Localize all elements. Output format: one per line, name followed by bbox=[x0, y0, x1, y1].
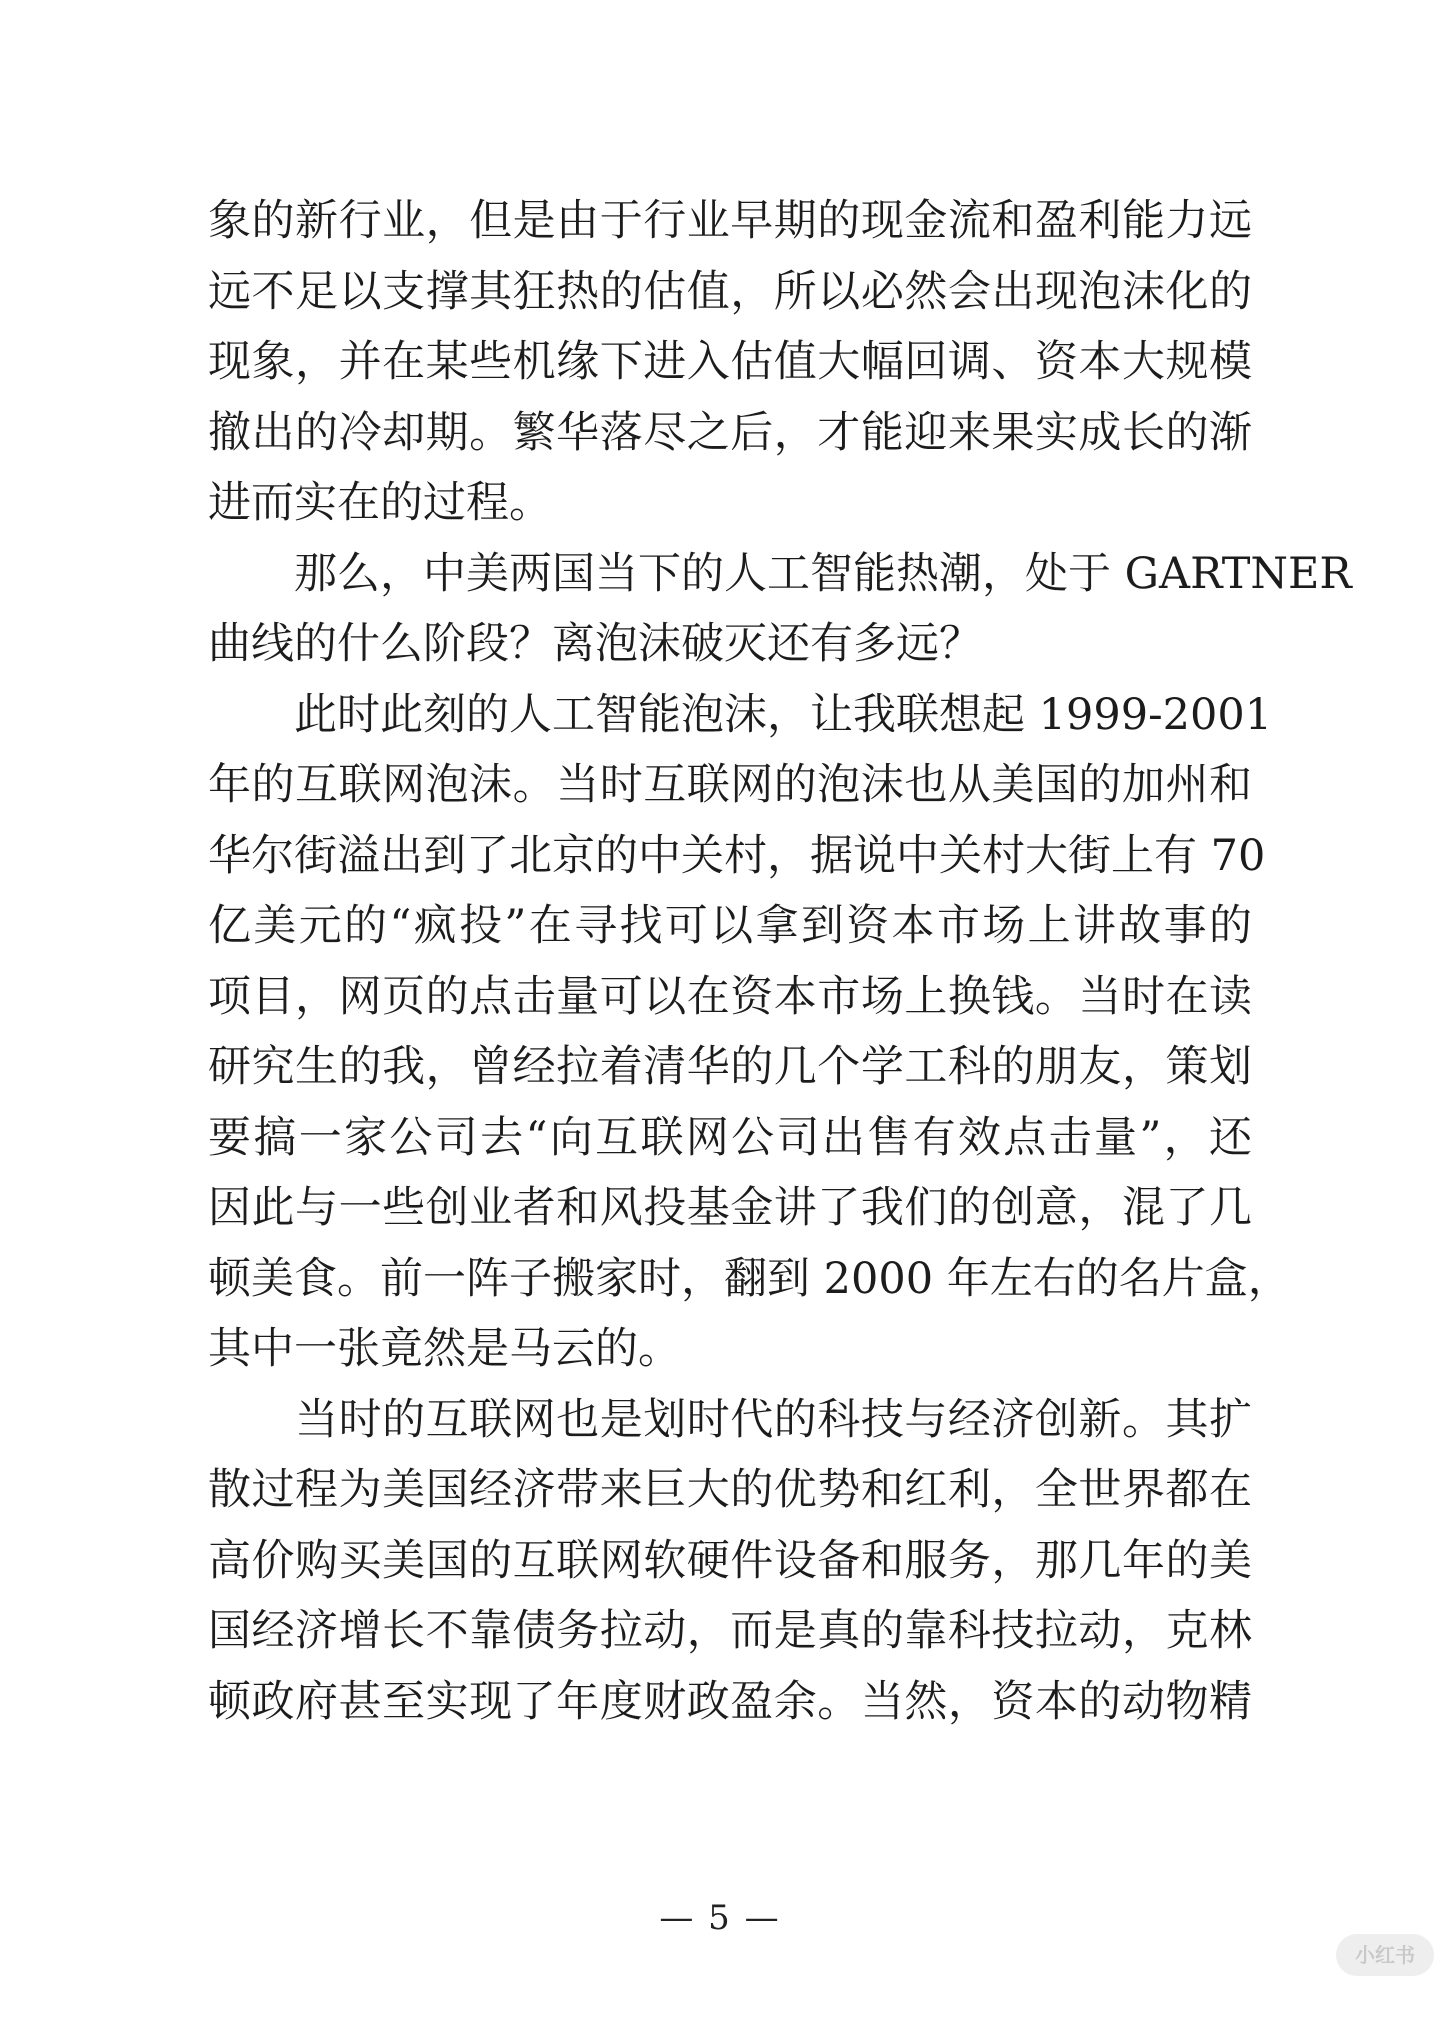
text-line: 此时此刻的人工智能泡沫，让我联想起 1999-2001 bbox=[208, 689, 1273, 740]
text-line: 远不足以支撑其狂热的估值，所以必然会出现泡沫化的 bbox=[208, 266, 1252, 317]
text-line: 顿政府甚至实现了年度财政盈余。当然，资本的动物精 bbox=[208, 1676, 1252, 1727]
text-line: 当时的互联网也是划时代的科技与经济创新。其扩 bbox=[208, 1394, 1252, 1445]
text-line: 要搞一家公司去“向互联网公司出售有效点击量”，还 bbox=[208, 1112, 1252, 1163]
text-line: 曲线的什么阶段？离泡沫破灭还有多远？ bbox=[208, 619, 982, 669]
body-text bbox=[208, 186, 1352, 1737]
text-line: 那么，中美两国当下的人工智能热潮，处于 GARTNER bbox=[208, 548, 1352, 599]
text-line: 研究生的我，曾经拉着清华的几个学工科的朋友，策划 bbox=[208, 1042, 1252, 1092]
text-line: 其中一张竟然是马云的。 bbox=[208, 1324, 681, 1374]
watermark-logo: 小红书 bbox=[1336, 1934, 1434, 1976]
text-line: 华尔街溢出到了北京的中关村，据说中关村大街上有 70 bbox=[208, 830, 1266, 881]
text-line: 顿美食。前一阵子搬家时，翻到 2000 年左右的名片盒， bbox=[208, 1253, 1291, 1304]
text-line: 象的新行业，但是由于行业早期的现金流和盈利能力远 bbox=[208, 196, 1252, 246]
page-number: — 5 — bbox=[659, 1898, 781, 1938]
text-line: 进而实在的过程。 bbox=[208, 478, 552, 528]
text-line: 国经济增长不靠债务拉动，而是真的靠科技拉动，克林 bbox=[208, 1606, 1252, 1656]
text-line: 散过程为美国经济带来巨大的优势和红利，全世界都在 bbox=[208, 1465, 1252, 1515]
text-line: 年的互联网泡沫。当时互联网的泡沫也从美国的加州和 bbox=[208, 760, 1252, 810]
text-line: 撤出的冷却期。繁华落尽之后，才能迎来果实成长的渐 bbox=[208, 407, 1252, 458]
text-line: 现象，并在某些机缘下进入估值大幅回调、资本大规模 bbox=[208, 337, 1252, 387]
text-line: 因此与一些创业者和风投基金讲了我们的创意，混了几 bbox=[208, 1183, 1252, 1233]
text-line: 亿美元的“疯投”在寻找可以拿到资本市场上讲故事的 bbox=[208, 901, 1252, 951]
text-line: 高价购买美国的互联网软硬件设备和服务，那几年的美 bbox=[208, 1535, 1252, 1586]
text-line: 项目，网页的点击量可以在资本市场上换钱。当时在读 bbox=[208, 971, 1252, 1022]
